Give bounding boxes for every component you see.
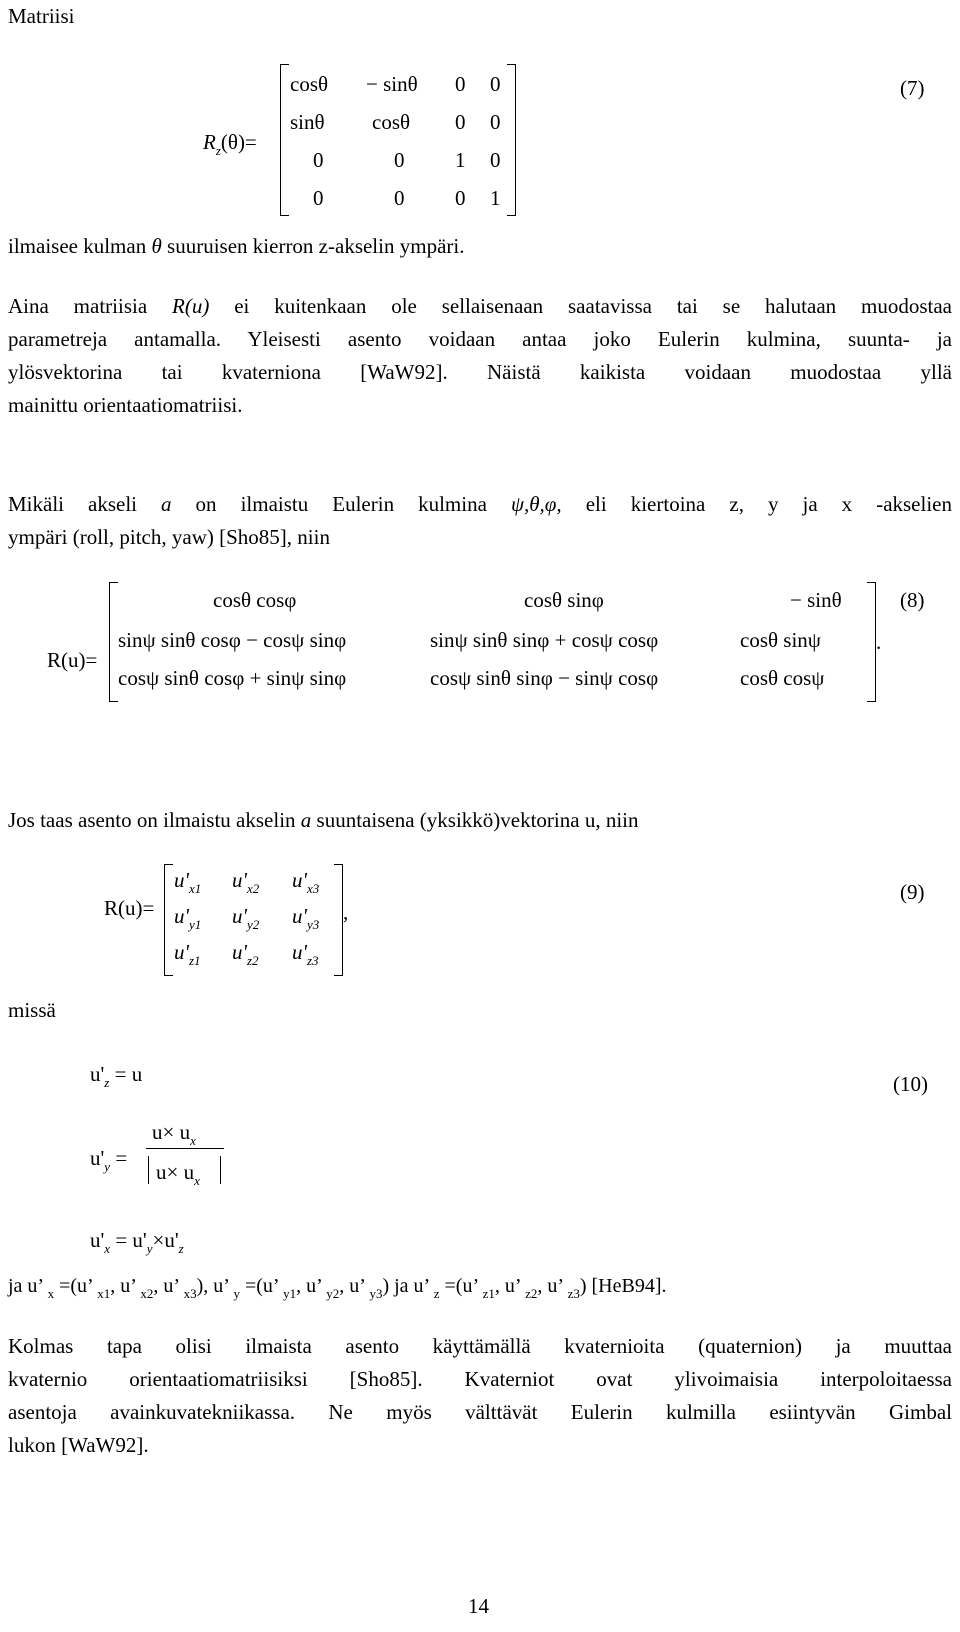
eq10-line-1: $u'_z = u$: [90, 1062, 143, 1090]
eq10-line-2-lhs: $u'_y$ =: [90, 1146, 128, 1174]
matrix-cell: $u'_{z1}$: [174, 940, 201, 968]
matrix-cell: 0: [490, 72, 501, 96]
matrix-cell: cosθ sinψ: [740, 628, 821, 652]
paragraph-1: [8, 290, 952, 422]
page-number: 14: [468, 1594, 489, 1618]
eq10-line-3: $u'_x = u'_y\times u'_z$: [90, 1228, 184, 1256]
matrix-cell: cosψ sinθ sinφ − sinψ cosφ: [430, 666, 659, 690]
eq9-bracket-left: [164, 864, 173, 976]
eq9-comma: ,: [343, 900, 349, 924]
matrix-cell: 0: [455, 110, 466, 134]
matrix-cell: 0: [455, 72, 466, 96]
equation-number: (10): [893, 1072, 928, 1096]
eq7-bracket-left: [280, 64, 289, 216]
eq10-denominator: $u\times u_x$: [156, 1160, 200, 1188]
fraction-bar: [146, 1148, 224, 1149]
component-definition-line: ja u’ $_x$ =(u’ $_{x1}$, u’ $_{x2}$, u’ $_{x3}$), u’ $_y$ =(u’ $_{y1}$, u’ $_{y2}$, u’ $_{y3}$) ja u’ $_z$ =(u’ $_{z1}$, u’ $_{z2}$, u’ $_{z3}$) [HeB94].: [8, 1275, 667, 1301]
matrix-cell: 0: [313, 186, 324, 210]
text-line: ylösvektorina tai kvaterniona [WaW92]. Näistä kaikista voidaan muodostaa yllä: [8, 360, 952, 384]
matrix-cell: cosθ cosφ: [213, 588, 297, 612]
matrix-cell: 1: [455, 148, 466, 172]
matrix-cell: 0: [490, 110, 501, 134]
matrix-cell: 0: [394, 186, 405, 210]
matrix-cell: $u'_{y1}$: [174, 904, 202, 932]
text-line: Aina matriisia R(u) ei kuitenkaan ole sellaisenaan saatavissa tai se halutaan muodostaa: [8, 294, 952, 318]
text-line: Kolmas tapa olisi ilmaista asento käyttämällä kvaternioita (quaternion) ja muuttaa: [8, 1334, 952, 1358]
equation-number: (8): [900, 588, 925, 612]
paragraph-4: [8, 1330, 952, 1462]
text-line: lukon [WaW92].: [8, 1433, 149, 1457]
matrix-cell: 0: [455, 186, 466, 210]
eq10-numerator: $u\times u_x$: [152, 1120, 196, 1148]
matrix-cell: 0: [490, 148, 501, 172]
text-line: Mikäli akseli a on ilmaistu Eulerin kulmina ψ,θ,φ, eli kiertoina z, y ja x -akselien: [8, 492, 952, 516]
matrix-cell: sinψ sinθ sinφ + cosψ cosφ: [430, 628, 659, 652]
matrix-cell: $u'_{x3}$: [292, 868, 320, 896]
matrix-cell: 1: [490, 186, 501, 210]
matrix-cell: $u'_{z2}$: [232, 940, 259, 968]
matrix-cell: $u'_{y3}$: [292, 904, 320, 932]
eq8-bracket-left: [109, 582, 118, 702]
eq9-lhs: R(u)=: [104, 896, 155, 920]
eq7-bracket-right: [507, 64, 516, 216]
matrix-cell: cosθ cosψ: [740, 666, 825, 690]
matrix-cell: cosψ sinθ cosφ + sinψ sinφ: [118, 666, 347, 690]
matrix-cell: 0: [394, 148, 405, 172]
eq8-bracket-right: [867, 582, 876, 702]
matrix-cell: − sinθ: [790, 588, 842, 612]
matrix-cell: − sinθ: [366, 72, 418, 96]
matrix-cell: 0: [313, 148, 324, 172]
missa-label: missä: [8, 998, 56, 1022]
heading: Matriisi: [8, 4, 75, 28]
matrix-cell: cosθ: [290, 72, 329, 96]
matrix-cell: sinψ sinθ cosφ − cosψ sinφ: [118, 628, 347, 652]
equation-number: (9): [900, 880, 925, 904]
eq9-bracket-right: [334, 864, 343, 976]
abs-bar-right: [220, 1156, 221, 1184]
matrix-cell: sinθ: [290, 110, 325, 134]
text-line: kvaternio orientaatiomatriisiksi [Sho85]. Kvaterniot ovat ylivoimaisia interpoloitaessa: [8, 1367, 952, 1391]
eq7-lhs: $R_z(\theta)=$: [203, 130, 257, 158]
eq7-description: ilmaisee kulman θ suuruisen kierron z-akselin ympäri.: [8, 234, 465, 258]
matrix-cell: $u'_{x1}$: [174, 868, 202, 896]
eq8-lhs: R(u)=: [47, 648, 98, 672]
matrix-cell: cosθ: [372, 110, 411, 134]
matrix-cell: $u'_{x2}$: [232, 868, 260, 896]
eq8-period: .: [876, 630, 882, 654]
text-line: ympäri (roll, pitch, yaw) [Sho85], niin: [8, 525, 330, 549]
matrix-cell: cosθ sinφ: [524, 588, 604, 612]
text-line: parametreja antamalla. Yleisesti asento voidaan antaa joko Eulerin kulmina, suunta- ja: [8, 327, 952, 351]
matrix-cell: $u'_{z3}$: [292, 940, 319, 968]
abs-bar-left: [148, 1156, 149, 1184]
equation-number: (7): [900, 76, 925, 100]
text-line: asentoja avainkuvatekniikassa. Ne myös välttävät Eulerin kulmilla esiintyvän Gimbal: [8, 1400, 952, 1424]
paragraph-2: [8, 488, 952, 554]
text-line: mainittu orientaatiomatriisi.: [8, 393, 243, 417]
paragraph-3: Jos taas asento on ilmaistu akselin a suuntaisena (yksikkö)vektorina u, niin: [8, 808, 639, 832]
matrix-cell: $u'_{y2}$: [232, 904, 260, 932]
